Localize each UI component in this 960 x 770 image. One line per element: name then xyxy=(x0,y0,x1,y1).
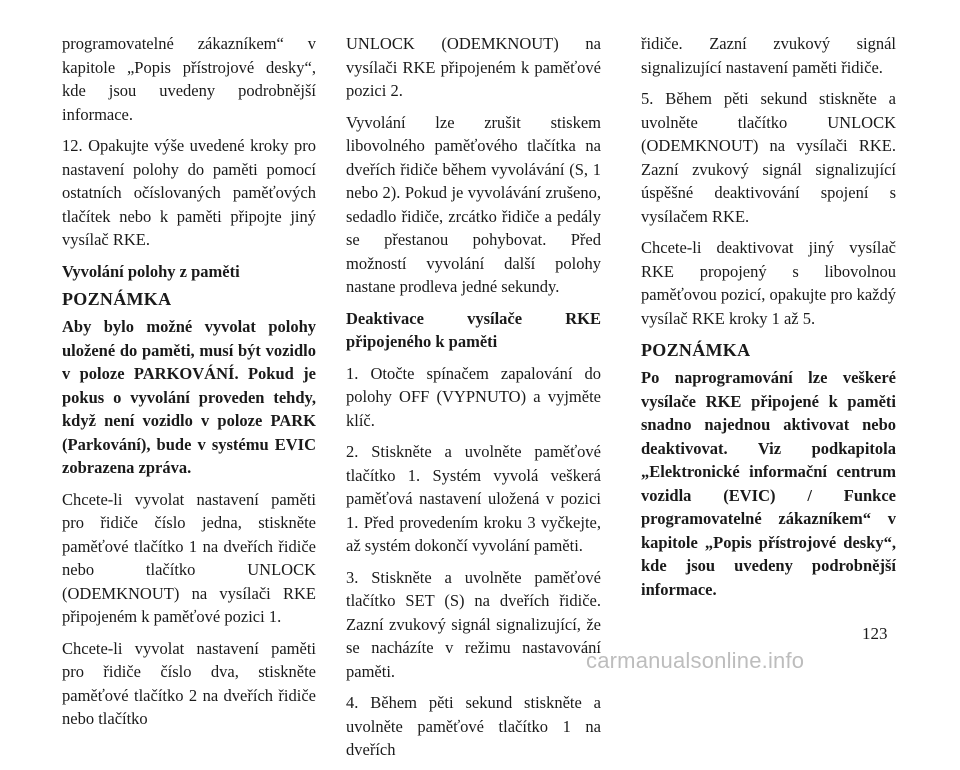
paragraph: Vyvolání lze zrušit stiskem libovolného paměťového tlačítka na dveřích řidiče během vyvolávání (S, 1 nebo 2). Pokud je vyvolávání zrušeno, sedadlo řidiče, zrcátko řidiče a pedály se přestanou pohybovat. Před možností vyvolání další polohy nastane prodleva jedné sekundy. xyxy=(346,112,601,296)
paragraph: Chcete-li vyvolat nastavení paměti pro řidiče číslo jedna, stiskněte paměťové tlačítko 1 na dveřích řidiče nebo tlačítko UNLOCK (ODEMKNOUT) na vysílači RKE připojeném k paměťové pozici 1. xyxy=(62,489,316,626)
section-heading: Deaktivace vysílače RKE připojeného k paměti xyxy=(346,308,601,351)
step: 1. Otočte spínačem zapalování do polohy OFF (VYPNUTO) a vyjměte klíč. xyxy=(346,363,601,430)
page-number: 123 xyxy=(862,624,888,643)
note-title: POZNÁMKA xyxy=(62,289,172,309)
step: 2. Stiskněte a uvolněte paměťové tlačítko 1. Systém vyvolá veškerá paměťová nastavení uložená v pozici 1. Před provedením kroku 3 vyčkejte, až systém dokončí vyvolání paměti. xyxy=(346,442,601,555)
paragraph: 12. Opakujte výše uvedené kroky pro nastavení polohy do paměti pomocí ostatních očíslovaných paměťových tlačítek nebo k paměti připojte jiný vysílač RKE. xyxy=(62,136,316,249)
note-text: Aby bylo možné vyvolat polohy uložené do paměti, musí být vozidlo v poloze PARKOVÁNÍ. Pokud je pokus o vyvolání proveden tehdy, když není vozidlo v poloze PARK (Parkování), bude v systému EVIC zobrazena zpráva. xyxy=(62,317,316,477)
text-column-3 xyxy=(641,32,896,609)
note-title: POZNÁMKA xyxy=(641,340,751,360)
section-heading: Vyvolání polohy z paměti xyxy=(62,261,240,281)
paragraph: Chcete-li deaktivovat jiný vysílač RKE propojený s libovolnou paměťovou pozicí, opakujte pro každý vysílač RKE kroky 1 až 5. xyxy=(641,238,896,328)
paragraph: UNLOCK (ODEMKNOUT) na vysílači RKE připojeném k paměťové pozici 2. xyxy=(346,34,601,100)
paragraph: programovatelné zákazníkem“ v kapitole „Popis přístrojové desky“, kde jsou uvedeny podrobnější informace. xyxy=(62,34,316,124)
step: 3. Stiskněte a uvolněte paměťové tlačítko SET (S) na dveřích řidiče. Zazní zvukový signál signalizující, že se nacházíte v režimu nastavování paměti. xyxy=(346,567,601,681)
text-column-2 xyxy=(346,32,601,770)
note-text: Po naprogramování lze veškeré vysílače RKE připojené k paměti snadno najednou aktivovat nebo deaktivovat. Viz podkapitola „Elektronické informační centrum vozidla (EVIC) / Funkce programovatelné zákazníkem“ v kapitole „Popis přístrojové desky“, kde jsou uvedeny podrobnější informace. xyxy=(641,368,896,599)
text-column-1 xyxy=(62,32,316,739)
step: 4. Během pěti sekund stiskněte a uvolněte paměťové tlačítko 1 na dveřích xyxy=(346,693,601,759)
paragraph: Chcete-li vyvolat nastavení paměti pro řidiče číslo dva, stiskněte paměťové tlačítko 2 na dveřích řidiče nebo tlačítko xyxy=(62,638,316,728)
watermark: carmanualsonline.info xyxy=(586,648,805,673)
paragraph: řidiče. Zazní zvukový signál signalizující nastavení paměti řidiče. xyxy=(641,34,896,77)
step: 5. Během pěti sekund stiskněte a uvolněte tlačítko UNLOCK (ODEMKNOUT) na vysílači RKE. Zazní zvukový signál signalizující úspěšné deaktivování spojení s vysílačem RKE. xyxy=(641,89,896,226)
